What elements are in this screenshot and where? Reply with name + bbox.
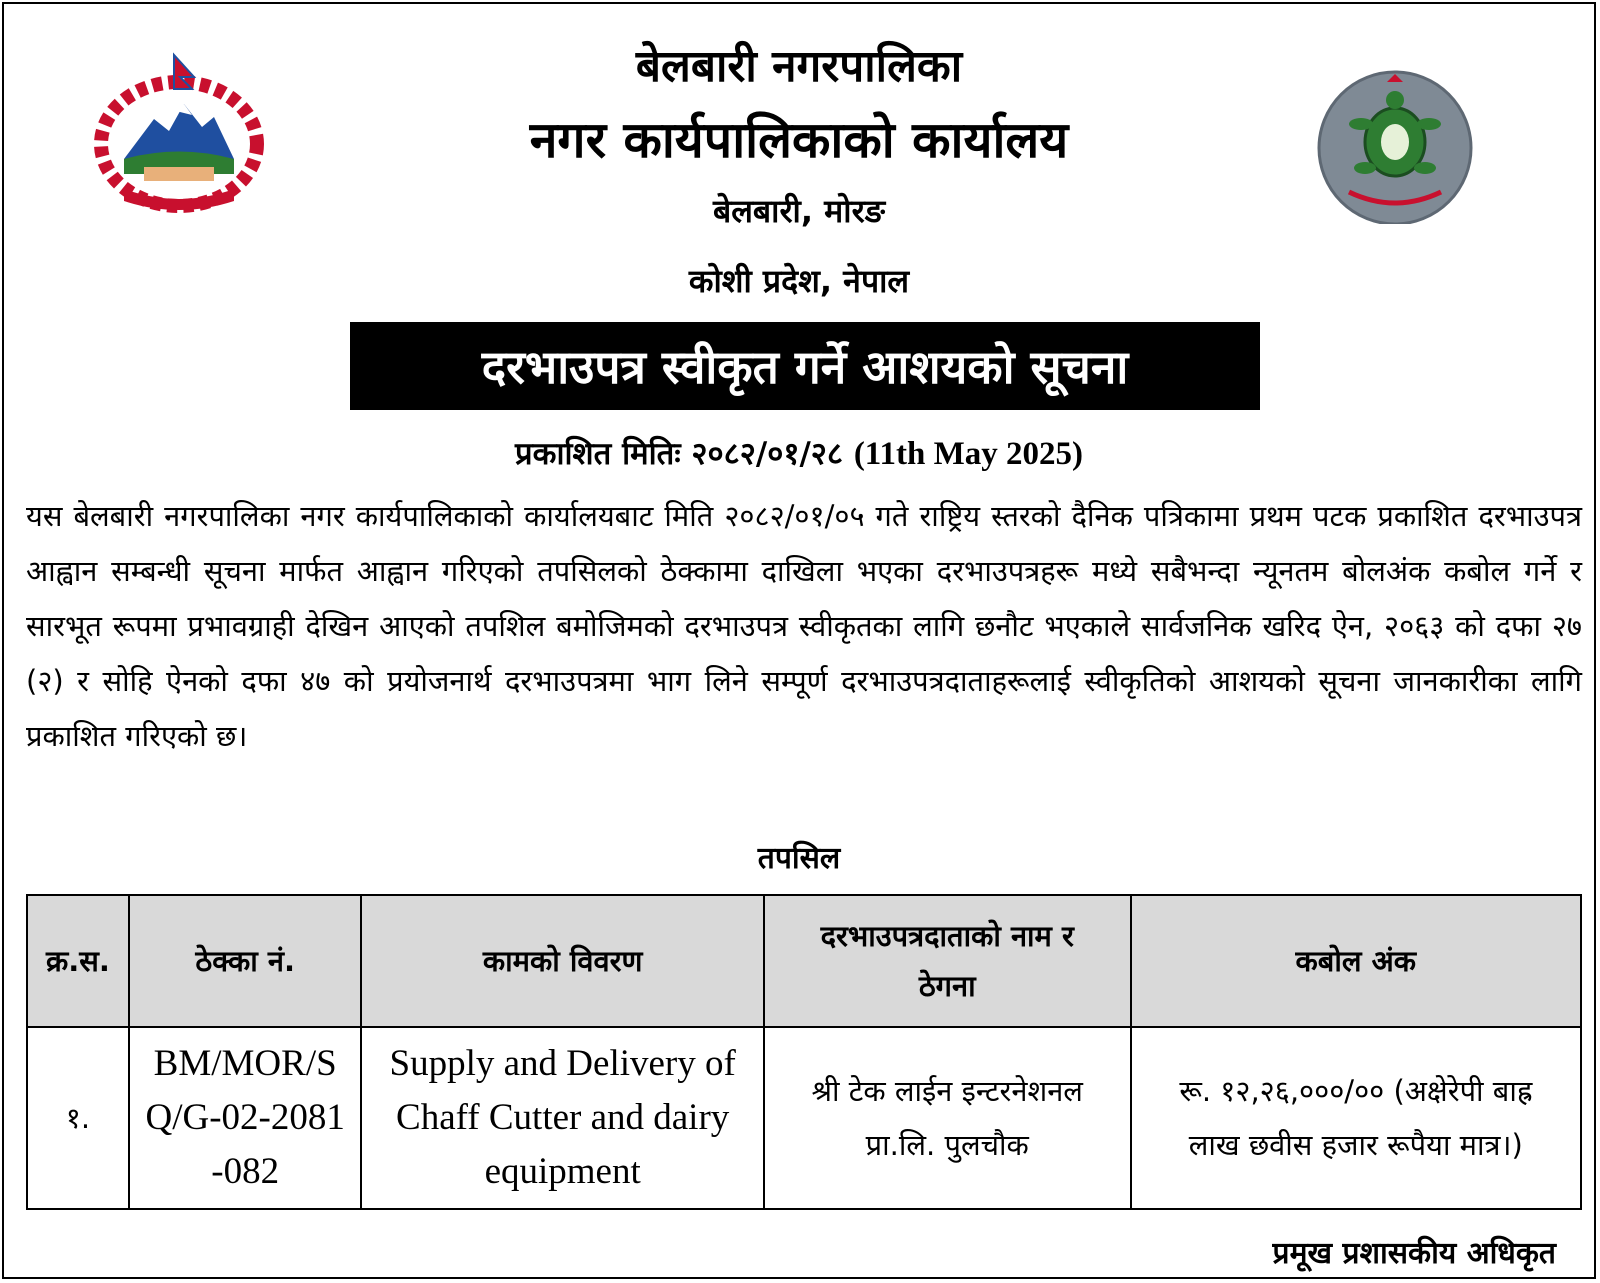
- header-amount: कबोल अंक: [1131, 895, 1581, 1027]
- details-table: [26, 894, 1582, 1210]
- header-bidder: दरभाउपत्रदाताको नाम र ठेगना: [764, 895, 1131, 1027]
- notice-title: दरभाउपत्र स्वीकृत गर्ने आशयको सूचना: [350, 322, 1260, 410]
- publication-date-label: प्रकाशित मितिः: [515, 436, 681, 472]
- cell-serial: १.: [27, 1027, 129, 1209]
- publication-date: [4, 432, 1594, 474]
- province-country: कोशी प्रदेश, नेपाल: [688, 262, 910, 300]
- cell-contract-no: BM/MOR/SQ/G-02-2081-082: [129, 1027, 362, 1209]
- header-contract-no: ठेक्का नं.: [129, 895, 362, 1027]
- header-serial: क्र.स.: [27, 895, 129, 1027]
- cell-bidder: श्री टेक लाईन इन्टरनेशनल प्रा.लि. पुलचौक: [764, 1027, 1131, 1209]
- cell-description: Supply and Delivery of Chaff Cutter and dairy equipment: [361, 1027, 763, 1209]
- office-name: नगर कार्यपालिकाको कार्यालय: [529, 111, 1069, 169]
- publication-date-en: (11th May 2025): [853, 436, 1083, 472]
- notice-page: [2, 2, 1596, 1279]
- municipality-name: बेलबारी नगरपालिका: [635, 41, 963, 92]
- table-row: [27, 1027, 1581, 1209]
- office-address: बेलबारी, मोरङ: [712, 192, 886, 230]
- table-header-row: [27, 895, 1581, 1027]
- publication-date-np: २०८२/०१/२८: [691, 436, 844, 472]
- header-description: कामको विवरण: [361, 895, 763, 1027]
- notice-body: यस बेलबारी नगरपालिका नगर कार्यपालिकाको कार्यालयबाट मिति २०८२/०१/०५ गते राष्ट्रिय स्तरको दैनिक पत्रिकामा प्रथम पटक प्रकाशित दरभाउपत्र आह्वान सम्बन्धी सूचना मार्फत आह्वान गरिएको तपसिलको ठेक्कामा दाखिला भएका दरभाउपत्रहरू मध्ये सबैभन्दा न्यूनतम बोलअंक कबोल गर्ने र सारभूत रूपमा प्रभावग्राही देखिन आएको तपशिल बमोजिमको दरभाउपत्र स्वीकृतका लागि छनौट भएकाले सार्वजनिक खरिद ऐन, २०६३ को दफा २७ (२) र सोहि ऐनको दफा ४७ को प्रयोजनार्थ दरभाउपत्रमा भाग लिने सम्पूर्ण दरभाउपत्रदाताहरूलाई स्वीकृतिको आशयको सूचना जानकारीका लागि प्रकाशित गरिएको छ।: [26, 499, 1582, 753]
- details-heading: तपसिल: [757, 841, 841, 876]
- cell-amount: रू. १२,२६,०००/०० (अक्षेरेपी बाह्र लाख छवीस हजार रूपैया मात्र।): [1131, 1027, 1581, 1209]
- signature-title: प्रमूख प्रशासकीय अधिकृत: [1272, 1236, 1556, 1271]
